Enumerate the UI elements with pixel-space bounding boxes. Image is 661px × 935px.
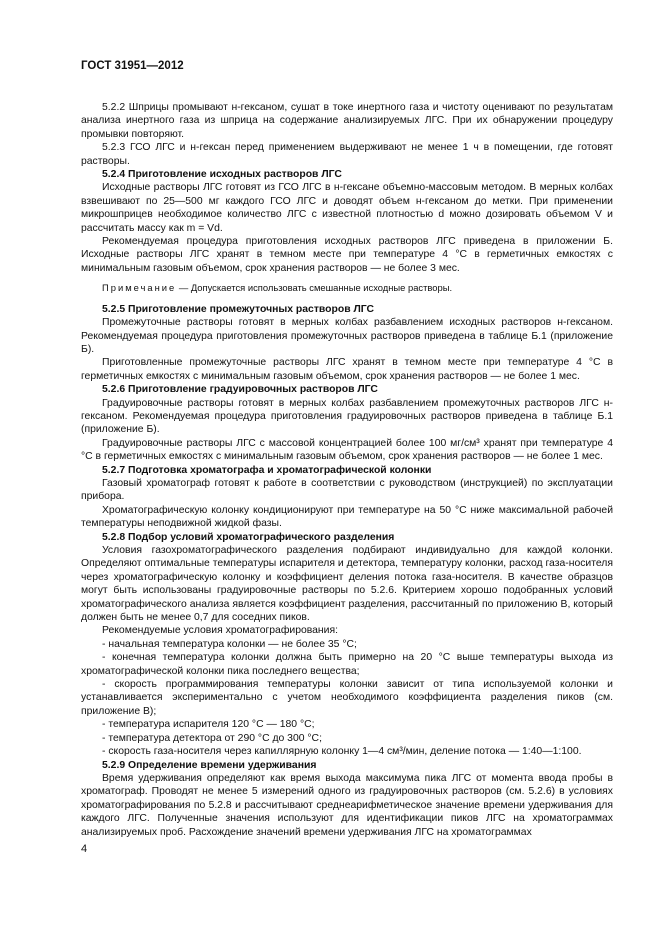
- note: [81, 281, 613, 294]
- paragraph: Приготовленные промежуточные растворы ЛГС хранят в темном месте при температуре 4 °С в герметичных емкостях с минимальным газовым объемом, срок хранения растворов — не более 1 мес.: [81, 357, 613, 382]
- page-number: 4: [81, 843, 88, 855]
- note-label: Примечание: [102, 282, 177, 294]
- paragraph: Исходные растворы ЛГС готовят из ГСО ЛГС в н-гексане объемно-массовым методом. В мерных колбах взвешивают по 25—500 мг каждого ГСО ЛГС и доводят объем н-гексаном до метки. При применении микрошприцев необходимое количество ЛГС с известной плотностью d можно дозировать объемом V и рассчитать массу как m = Vd.: [81, 182, 613, 234]
- paragraph: Газовый хроматограф готовят к работе в соответствии с руководством (инструкцией) по эксплуатации прибора.: [81, 477, 613, 503]
- list-item: - температура испарителя 120 °С — 180 °С;: [102, 719, 315, 731]
- section-heading-5-2-9: 5.2.9 Определение времени удерживания: [102, 759, 317, 771]
- paragraph: Условия газохроматографического разделения подбирают индивидуально для каждой колонки. Определяют оптимальные температуры испарителя и детектора, температуру колонки, расход газа-носителя через хроматографическую колонку и коэффициент деления потока газа-носителя. В качестве образцов могут быть использованы градуировочные растворы по 5.2.6. Критерием хорошо подобранных условий хроматографического анализа является коэффициент разделения, рассчитанный по приложению В, который должен быть не менее 0,7 для соседних пиков.: [81, 545, 613, 624]
- list-item: - скорость программирования температуры колонки зависит от типа используемой колонки и устанавливается экспериментально с учетом необходимого коэффициента разделения пиков (см. приложение В);: [81, 679, 613, 717]
- paragraph: Промежуточные растворы готовят в мерных колбах разбавлением исходных растворов н-гексаном. Рекомендуемая процедура приготовления промежуточных растворов приведена в таблице Б.1 (приложение Б).: [81, 317, 613, 355]
- section-heading-5-2-4: 5.2.4 Приготовление исходных растворов ЛГС: [102, 169, 342, 181]
- section-heading-5-2-6: 5.2.6 Приготовление градуировочных растворов ЛГС: [102, 384, 378, 396]
- paragraph-5-2-3: 5.2.3 ГСО ЛГС и н-гексан перед применением выдерживают не менее 1 ч в помещении, где готовят растворы.: [81, 142, 613, 167]
- paragraph: Градуировочные растворы ЛГС с массовой концентрацией более 100 мг/см³ хранят при температуре 4 °С в герметичных емкостях с минимальным газовым объемом, срок хранения растворов — не более 1 мес.: [81, 437, 613, 463]
- section-heading-5-2-7: 5.2.7 Подготовка хроматографа и хроматографической колонки: [102, 464, 432, 476]
- list-item: - температура детектора от 290 °С до 300 °С;: [102, 732, 322, 744]
- paragraph: Рекомендуемые условия хроматографирования:: [102, 625, 338, 637]
- list-item: - скорость газа-носителя через капиллярную колонку 1—4 см³/мин, деление потока — 1:40—1:100.: [102, 746, 582, 758]
- section-heading-5-2-8: 5.2.8 Подбор условий хроматографического разделения: [102, 531, 395, 543]
- paragraph: Рекомендуемая процедура приготовления исходных растворов ЛГС приведена в приложении Б. Исходные растворы ЛГС хранят в темном месте при температуре 4 °С в герметичных емкостях с минимальным газовым объемом, срок хранения растворов — не более 3 мес.: [81, 236, 613, 274]
- paragraph: Время удерживания определяют как время выхода максимума пика ЛГС от момента ввода пробы в хроматограф. Проводят не менее 5 измерений одного из градуировочных растворов (см. 5.2.6) в условиях хроматографирования по 5.2.8 и рассчитывают среднеарифметическое значение времени удерживания для каждого ЛГС. Полученные значения используют для идентификации пиков ЛГС на хроматограммах анализируемых проб. Расхождение значений времени удерживания ЛГС на хроматограммах: [81, 772, 613, 838]
- list-item: - конечная температура колонки должна быть примерно на 20 °С выше температуры выхода из хроматографической колонки пика последнего вещества;: [81, 652, 613, 677]
- section-heading-5-2-5: 5.2.5 Приготовление промежуточных растворов ЛГС: [102, 303, 375, 315]
- document-body: [81, 101, 613, 839]
- paragraph: Градуировочные растворы готовят в мерных колбах разбавлением промежуточных растворов ЛГС н-гексаном. Рекомендуемая процедура приготовления градуировочных растворов приведена в таблице Б.1 (приложение Б).: [81, 397, 613, 436]
- document-header: ГОСТ 31951—2012: [81, 60, 184, 72]
- paragraph-5-2-2: 5.2.2 Шприцы промывают н-гексаном, сушат в токе инертного газа и чистоту оценивают по результатам анализа инертного газа из шприца на содержание анализируемых ЛГС. При их обнаружении процедуру промывки повторяют.: [81, 102, 613, 140]
- list-item: - начальная температура колонки — не более 35 °С;: [102, 638, 357, 650]
- paragraph: Хроматографическую колонку кондиционируют при температуре на 50 °С ниже максимальной рабочей температуры неподвижной жидкой фазы.: [81, 504, 613, 530]
- note-text: — Допускается использовать смешанные исходные растворы.: [176, 282, 453, 294]
